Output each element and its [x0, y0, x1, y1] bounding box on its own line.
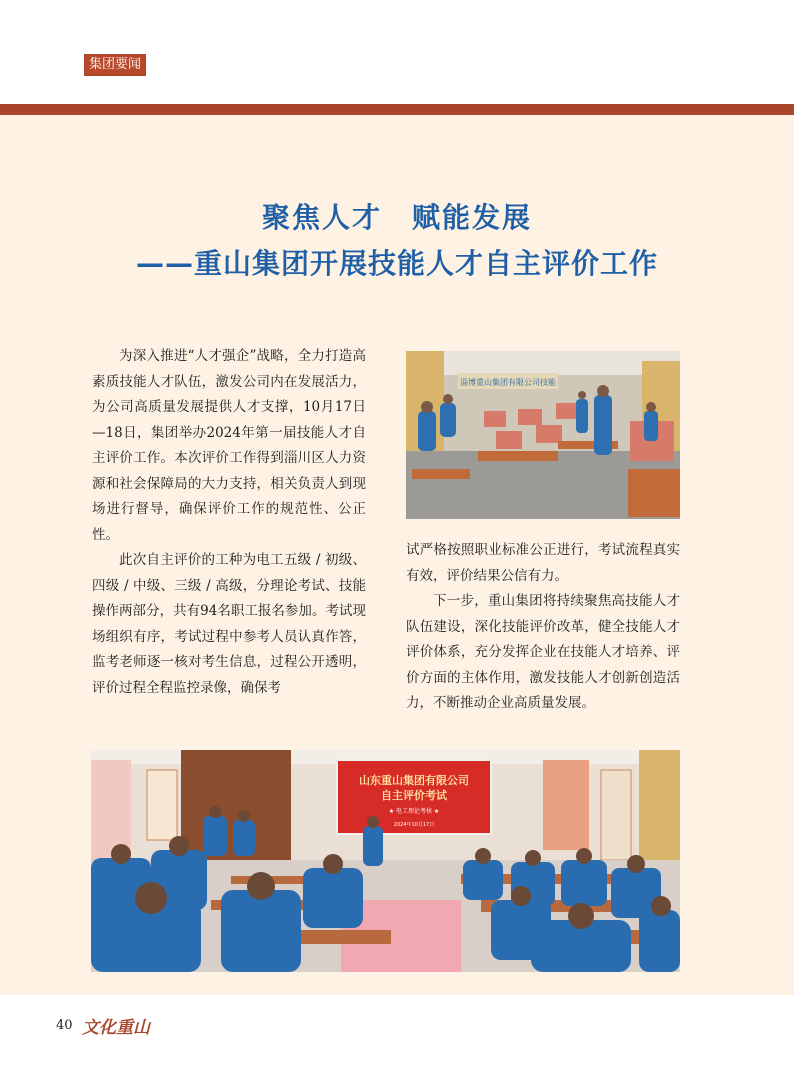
paragraph: 为深入推进“人才强企”战略，全力打造高素质技能人才队伍，激发公司内在发展活力，为公司高质量发展提供人才支撑，10月17日—18日，集团举办2024年第一届技能人才自主评价工作。本次评价工作得到淄川区人力资源和社会保障局的大力支持，相关负责人到现场进行督导，确保评价工作的规范性、公正性。	[92, 348, 366, 543]
photo-exam-room-illustration	[406, 351, 680, 519]
photo-banner-text: 淄博重山集团有限公司技能	[460, 378, 556, 387]
screen-subtitle: ★ 电工理论考核 ★	[388, 808, 440, 815]
screen-date: 2024年10月17日	[393, 822, 435, 828]
title-line-2: ——重山集团开展技能人才自主评价工作	[135, 247, 658, 280]
photo-exam-hall	[91, 750, 680, 972]
page-number: 40	[56, 1018, 73, 1033]
paragraph: 下一步，重山集团将持续聚焦高技能人才队伍建设，深化技能评价改革，健全技能人才评价体系，充分发挥企业在技能人才培养、评价方面的主体作用，激发技能人才创新创造活力，不断推动企业高质量发展。	[406, 593, 680, 711]
body-column-left	[92, 344, 366, 701]
photo-exam-room	[406, 351, 680, 519]
magazine-brand: 文化重山	[82, 1018, 150, 1038]
photo-exam-hall-illustration	[91, 750, 680, 972]
screen-company: 山东重山集团有限公司	[359, 774, 469, 787]
body-column-right	[406, 538, 680, 717]
paragraph: 试严格按照职业标准公正进行，考试流程真实有效，评价结果公信有力。	[406, 542, 680, 584]
paragraph: 此次自主评价的工种为电工五级 / 初级、四级 / 中级、三级 / 高级，分理论考试、技能操作两部分，共有94名职工报名参加。考试现场组织有序，考试过程中参考人员认真作答，监考老师逐一核对考生信息，过程公开透明，评价过程全程监控录像，确保考	[92, 552, 366, 696]
title-line-1: 聚焦人才 赋能发展	[261, 201, 532, 234]
section-tag: 集团要闻	[84, 54, 146, 76]
article-title	[60, 196, 734, 288]
screen-exam-title: 自主评价考试	[381, 789, 447, 802]
